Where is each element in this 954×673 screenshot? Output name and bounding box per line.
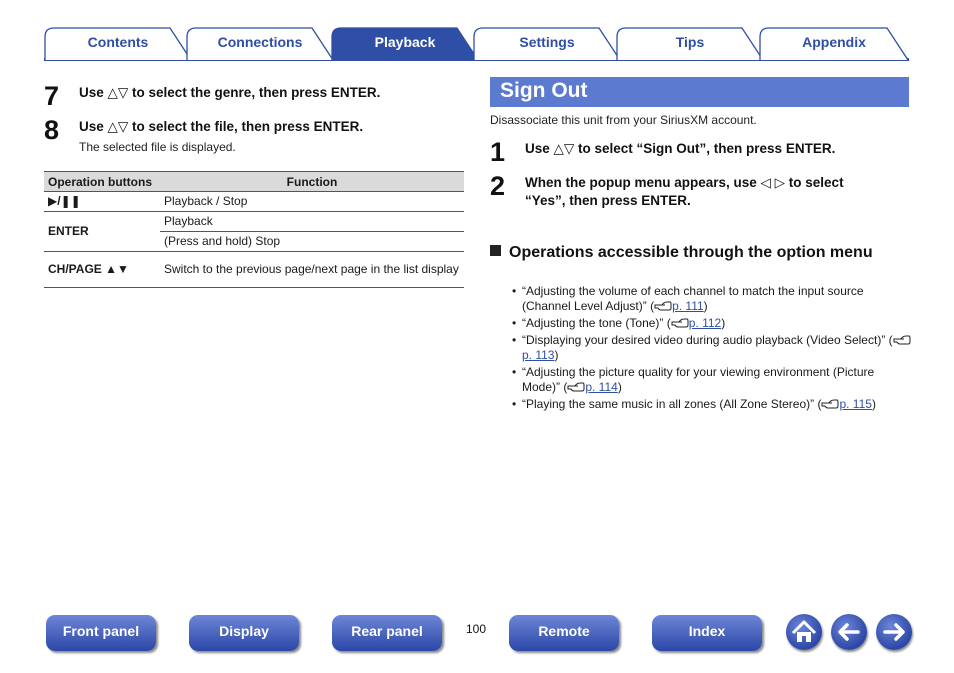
tab-settings-label: Settings [519, 34, 575, 50]
operation-buttons-table [44, 171, 464, 288]
back-arrow-icon[interactable] [831, 614, 867, 650]
section-title-bar [490, 77, 909, 107]
list-item [512, 397, 912, 412]
tab-tips[interactable] [616, 27, 764, 60]
list-item-tail: ) [703, 299, 708, 313]
table-cell-button-ch-page: CH/PAGE ▲▼ [44, 252, 160, 288]
list-item [512, 333, 912, 363]
tab-contents-label: Contents [87, 34, 149, 50]
step-8-number: 8 [44, 115, 60, 145]
table-row [44, 252, 464, 288]
pointing-hand-icon [821, 398, 839, 409]
section-intro: Disassociate this unit from your SiriusXM account. [490, 113, 757, 127]
pointing-hand-icon [671, 317, 689, 328]
table-cell-button-play-pause: ▶/❚❚ [44, 192, 160, 212]
list-item-text: “Playing the same music in all zones (All Zone Stereo)” ( [522, 397, 822, 411]
step-1-text: Use △▽ to select “Sign Out”, then press ENTER. [525, 141, 836, 156]
page-link-113[interactable]: p. 113 [522, 348, 555, 362]
page-link-112[interactable]: p. 112 [688, 316, 722, 330]
page-link-114[interactable]: p. 114 [585, 380, 618, 394]
page-number: 100 [466, 622, 487, 636]
forward-arrow-icon[interactable] [876, 614, 912, 650]
table-row [44, 212, 464, 232]
list-item-tail: ) [871, 397, 876, 411]
list-item-text: “Adjusting the picture quality for your viewing environment (Picture Mode)” ( [522, 365, 875, 394]
tab-contents[interactable] [44, 27, 192, 60]
option-menu-subheading-text: Operations accessible through the option menu [509, 244, 873, 261]
index-button[interactable]: Index [652, 615, 762, 651]
page-link-111[interactable]: p. 111 [672, 299, 704, 313]
remote-button[interactable]: Remote [509, 615, 619, 651]
tab-appendix[interactable] [759, 27, 909, 60]
table-cell-function: Playback / Stop [160, 192, 464, 212]
list-item [512, 365, 912, 395]
table-cell-function: Switch to the previous page/next page in the list display [160, 252, 464, 288]
tab-tips-label: Tips [675, 34, 705, 50]
pointing-hand-icon [567, 381, 585, 392]
list-item-tail: ) [617, 380, 622, 394]
tab-appendix-label: Appendix [802, 34, 866, 50]
table-header-operation-buttons: Operation buttons [44, 172, 160, 192]
step-2-number: 2 [490, 171, 506, 201]
square-bullet-icon [490, 245, 501, 256]
list-item-text: “Displaying your desired video during audio playback (Video Select)” ( [522, 333, 893, 347]
display-button[interactable]: Display [189, 615, 299, 651]
list-item-tail: ) [554, 348, 559, 362]
option-menu-list [512, 284, 912, 414]
step-1-number: 1 [490, 137, 506, 167]
page-link-115[interactable]: p. 115 [839, 397, 872, 411]
rear-panel-button[interactable]: Rear panel [332, 615, 442, 651]
step-8-text: Use △▽ to select the file, then press ENTER. [79, 119, 364, 134]
tab-settings[interactable] [473, 27, 621, 60]
list-item-text: “Adjusting the tone (Tone)” ( [522, 316, 671, 330]
step-8-note: The selected file is displayed. [79, 140, 236, 154]
tab-connections-label: Connections [217, 34, 303, 50]
step-2-text [525, 174, 915, 210]
section-title: Sign Out [500, 79, 588, 102]
tab-connections[interactable] [186, 27, 334, 60]
option-menu-subheading [490, 245, 910, 261]
tab-playback-label: Playback [374, 34, 436, 50]
table-header-function: Function [160, 172, 464, 192]
table-cell-function: (Press and hold) Stop [160, 232, 464, 252]
front-panel-button[interactable]: Front panel [46, 615, 156, 651]
pointing-hand-icon [893, 334, 911, 345]
list-item [512, 284, 912, 314]
table-row [44, 192, 464, 212]
table-cell-button-enter: ENTER [44, 212, 160, 252]
table-cell-function: Playback [160, 212, 464, 232]
tab-playback[interactable] [331, 27, 479, 60]
step-2-line-1: When the popup menu appears, use ◁ ▷ to select [525, 175, 844, 190]
home-icon[interactable] [786, 614, 822, 650]
step-7-text: Use △▽ to select the genre, then press ENTER. [79, 85, 381, 100]
list-item-tail: ) [721, 316, 726, 330]
table-header-row [44, 172, 464, 192]
list-item-text: “Adjusting the volume of each channel to match the input source (Channel Level Adjust)” ( [522, 284, 864, 313]
pointing-hand-icon [654, 300, 672, 311]
step-7-number: 7 [44, 81, 60, 111]
list-item [512, 316, 912, 331]
top-tab-bar [0, 0, 954, 62]
step-2-line-2: “Yes”, then press ENTER. [525, 193, 691, 208]
